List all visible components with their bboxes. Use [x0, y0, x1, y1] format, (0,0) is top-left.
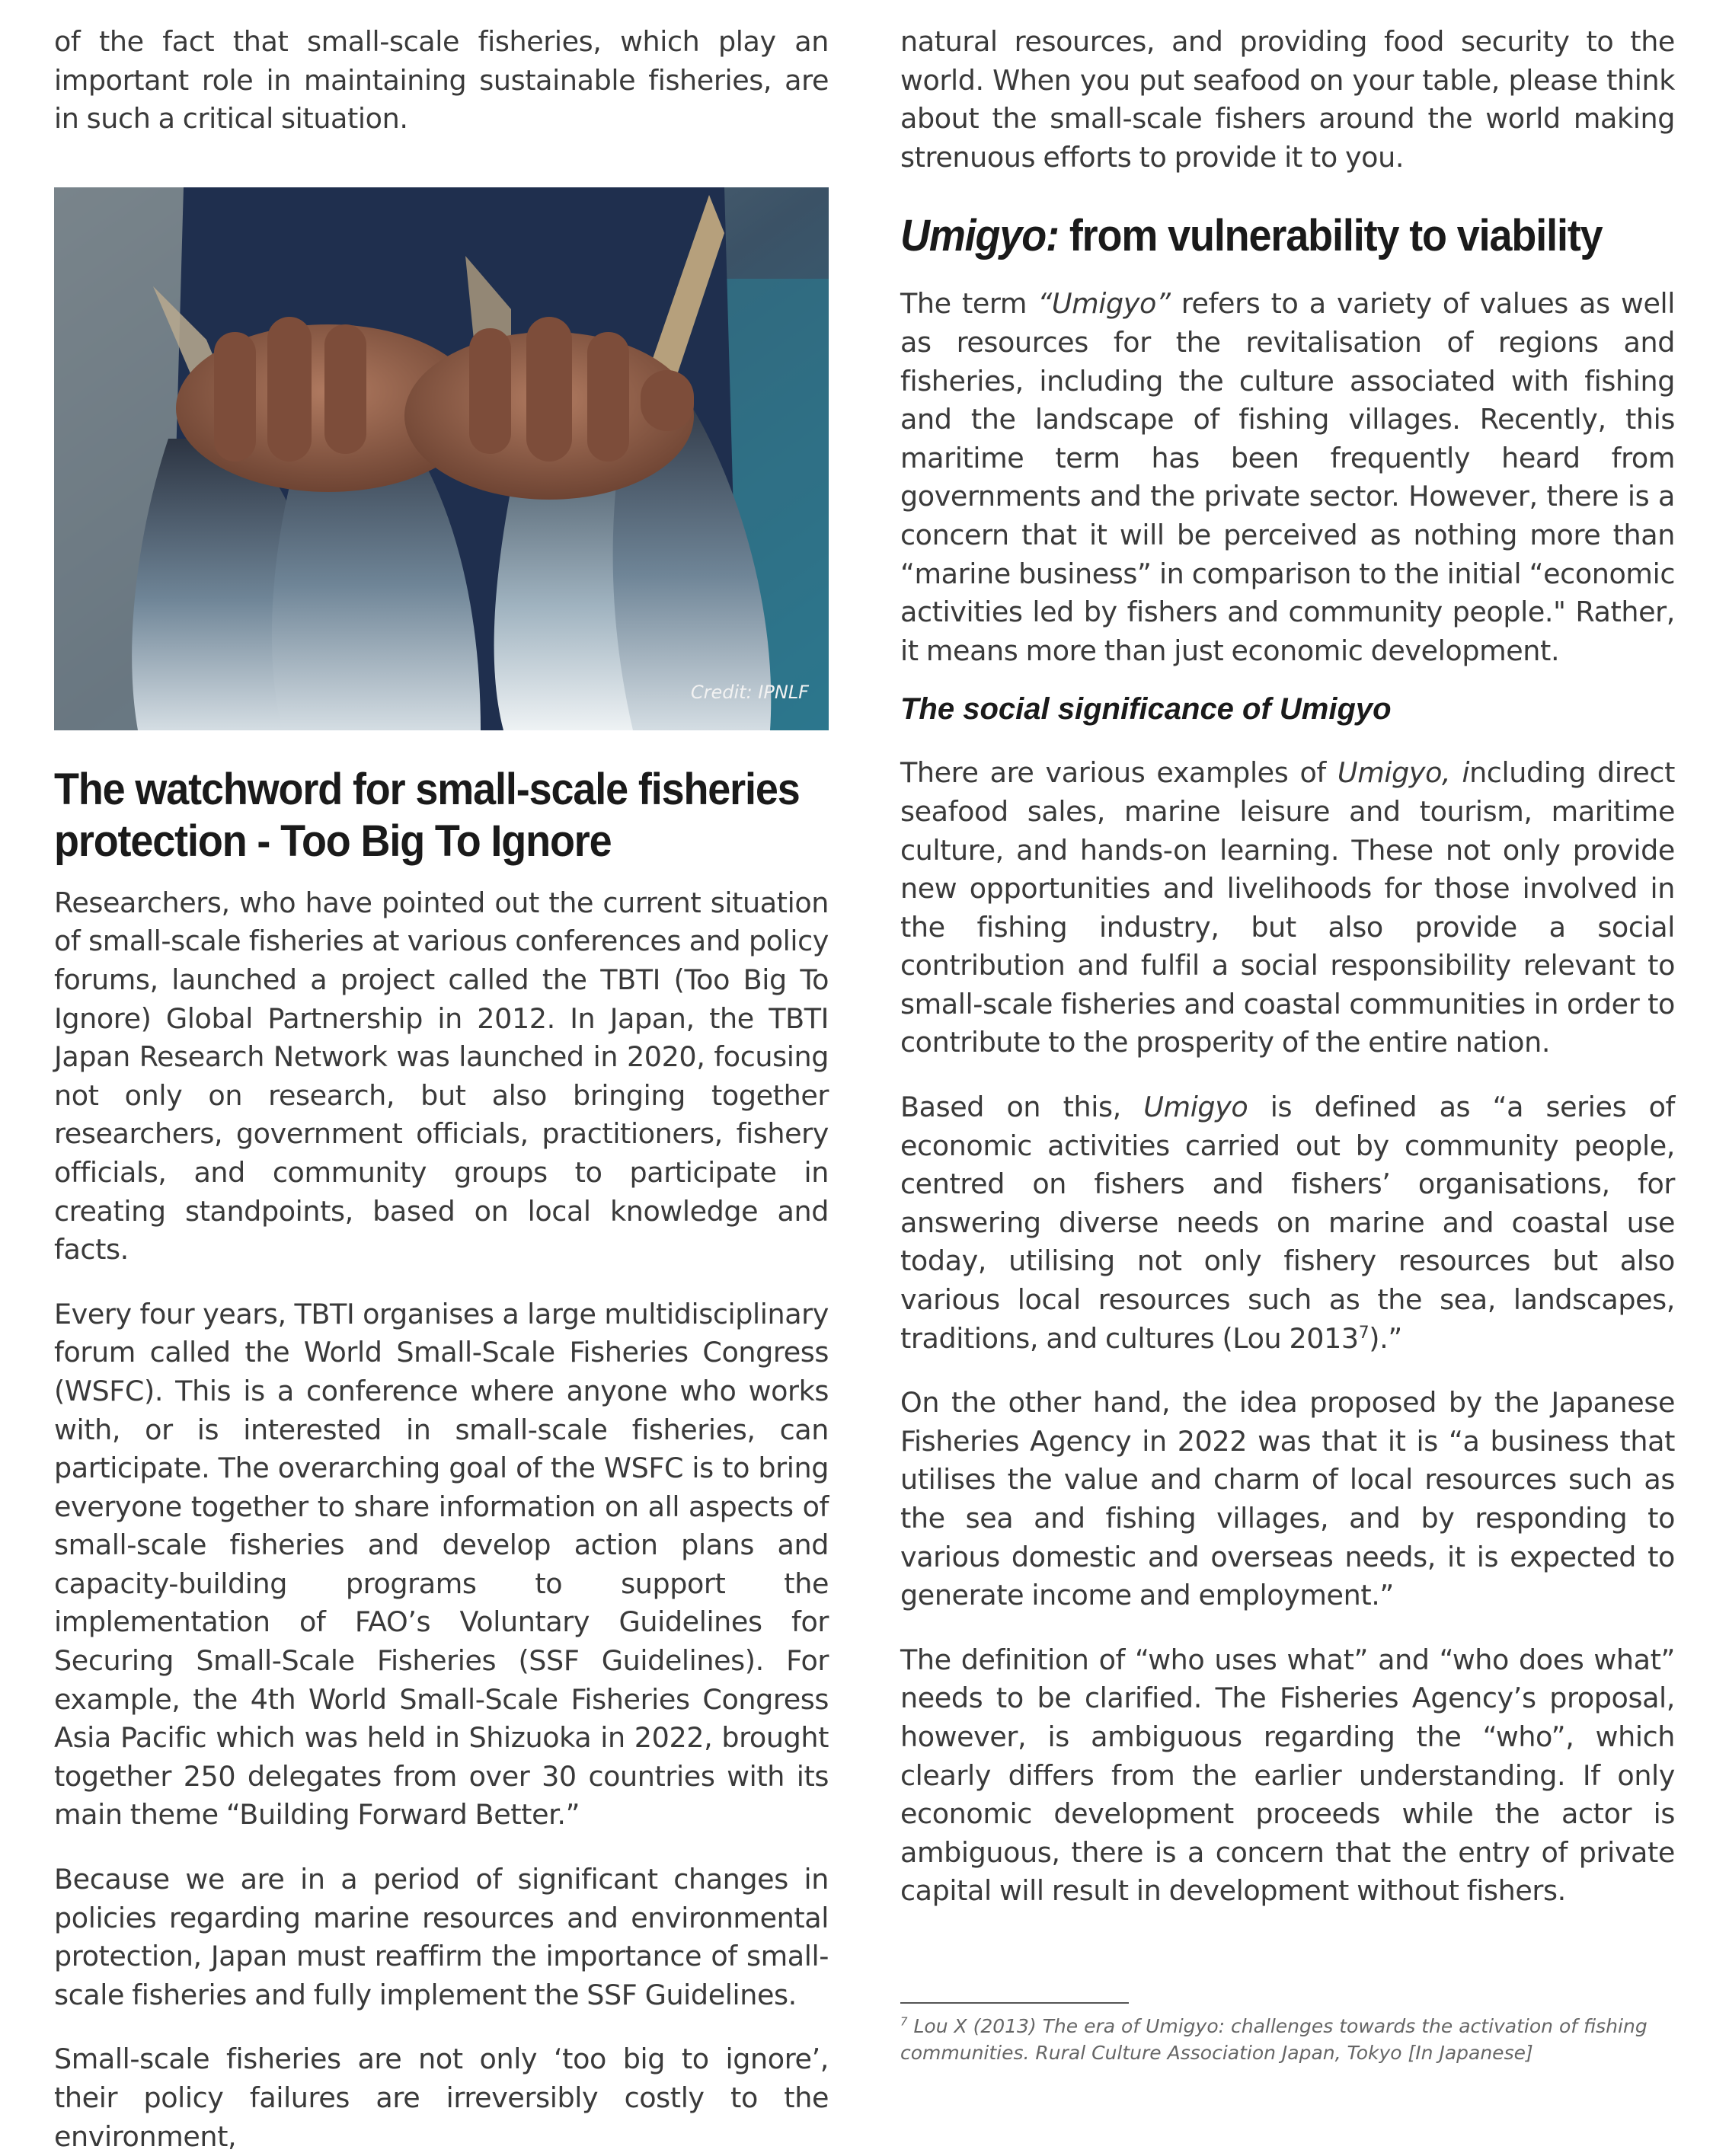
left-paragraph-1: Researchers, who have pointed out the current situation of small-scale fisheries at various conferences and policy forums, launched a project called the TBTI (Too Big To Ignore) Global Partnership in 2012. In Japan, the TBTI Japan Research Network was launched in 2020, focusing not only on research, but also bringing together researchers, government officials, practitioners, fishery officials, and community groups to participate in creating standpoints, based on local knowledge and facts.	[54, 886, 829, 1266]
heading-rest: from vulnerability to viability	[1058, 211, 1603, 261]
left-intro-paragraph: of the fact that small-scale fisheries, which play an important role in maintaining sustainable fisheries, are in such a critical situation.	[54, 25, 829, 136]
heading-term: Umigyo:	[900, 211, 1059, 261]
section-heading-umigyo	[900, 210, 1621, 262]
right-paragraph-1: The term “Umigyo” refers to a variety of values as well as resources for the revitalisation of regions and fisheries, including the culture associated with fishing and the landscape of fishing villages. Recently, this maritime term has been frequently heard from governments and the private sector. However, there is a concern that it will be perceived as nothing more than “marine business” in comparison to the initial “economic activities led by fishers and community people." Rather, it means more than just economic development.	[900, 287, 1675, 667]
left-column	[54, 23, 829, 2156]
fish-in-hands-image	[54, 187, 829, 730]
subheading-social-significance: The social significance of Umigyo	[900, 692, 1392, 727]
right-paragraph-5: The definition of “who uses what” and “who does what” needs to be clarified. The Fisheries Agency’s proposal, however, is ambiguous regarding the “who”, which clearly differs from the earlier understanding. If only economic development proceeds while the actor is ambiguous, there is a concern that the entry of private capital will result in development without fishers.	[900, 1643, 1675, 1908]
left-paragraph-2: Every four years, TBTI organises a large multidisciplinary forum called the World Small-Scale Fisheries Congress (WSFC). This is a conference where anyone who works with, or is interested in small-scale fisheries, can participate. The overarching goal of the WSFC is to bring everyone together to share information on all aspects of small-scale fisheries and develop action plans and capacity-building programs to support the implementation of FAO’s Voluntary Guidelines for Securing Small-Scale Fisheries (SSF Guidelines). For example, the 4th World Small-Scale Fisheries Congress Asia Pacific which was held in Shizuoka in 2022, brought together 250 delegates from over 30 countries with its main theme “Building Forward Better.”	[54, 1297, 829, 1832]
heading-line-2: protection - Too Big To Ignore	[54, 816, 612, 866]
heading-line-1: The watchword for small-scale fisheries	[54, 764, 800, 814]
footnote: $^7$ Lou X (2013) The era of Umigyo: challenges towards the activation of fishing communities. Rural Culture Association Japan, Tokyo [In Japanese]	[900, 2014, 1648, 2064]
left-paragraph-4: Small-scale fisheries are not only ‘too big to ignore’, their policy failures are irreversibly costly to the environment,	[54, 2043, 829, 2153]
fish-photo	[54, 187, 829, 730]
footnote-divider	[900, 2002, 1129, 2004]
right-column	[900, 23, 1675, 2066]
photo-credit: Credit: IPNLF	[690, 681, 809, 703]
section-heading-tbti	[54, 764, 829, 867]
right-paragraph-4: On the other hand, the idea proposed by the Japanese Fisheries Agency in 2022 was that it is “a business that utilises the value and charm of local resources such as the sea and fishing villages, and by responding to various domestic and overseas needs, it is expected to generate income and employment.”	[900, 1386, 1675, 1612]
left-paragraph-3: Because we are in a period of significant changes in policies regarding marine resources and environmental protection, Japan must reaffirm the importance of small-scale fisheries and fully implement the SSF Guidelines.	[54, 1863, 829, 2011]
right-paragraph-3: Based on this, Umigyo is defined as “a series of economic activities carried out by community people, centred on fishers and fishers’ organisations, for answering diverse needs on marine and coastal use today, utilising not only fishery resources but also various local resources such as the sea, landscapes, traditions, and cultures (Lou 2013$^7$).”	[900, 1091, 1675, 1355]
right-intro-paragraph: natural resources, and providing food security to the world. When you put seafood on your table, please think about the small-scale fishers around the world making strenuous efforts to provide it to you.	[900, 25, 1675, 174]
right-paragraph-2: There are various examples of Umigyo, including direct seafood sales, marine leisure and tourism, maritime culture, and hands-on learning. These not only provide new opportunities and livelihoods for those involved in the fishing industry, but also provide a social contribution and fulfil a social responsibility relevant to small-scale fisheries and coastal communities in order to contribute to the prosperity of the entire nation.	[900, 756, 1676, 1059]
